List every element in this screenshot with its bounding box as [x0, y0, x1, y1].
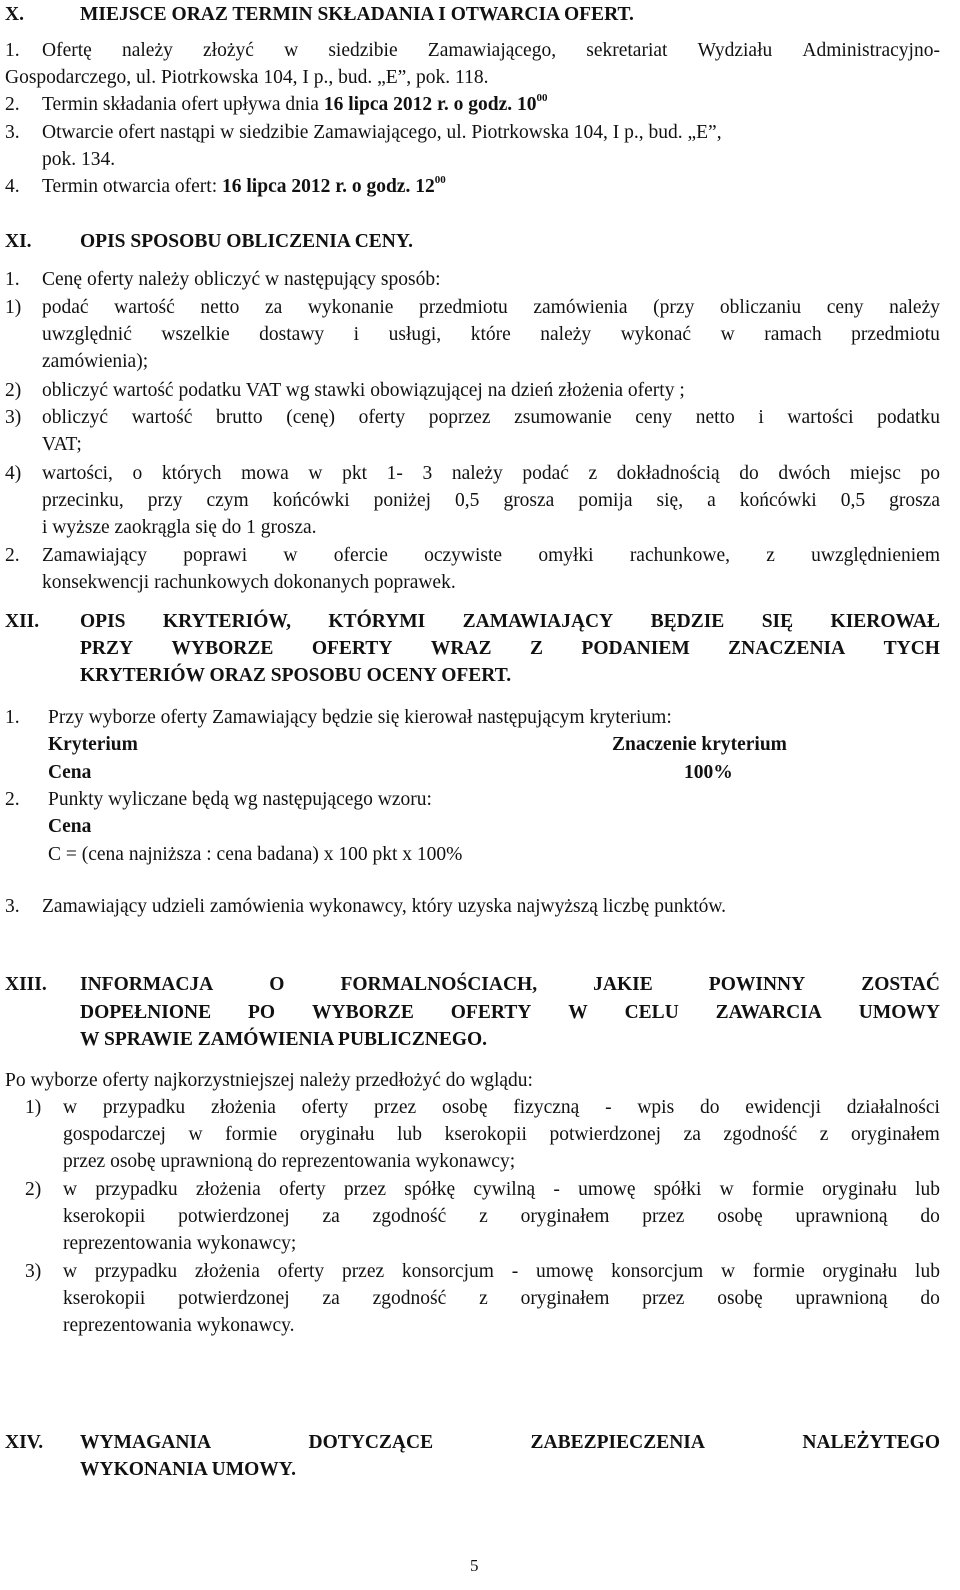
criteria-header-weight: Znaczenie kryterium: [612, 734, 787, 755]
section-xiii-title: DOPEŁNIONE PO WYBORZE OFERTY W CELU ZAWARCIA UMOWY: [80, 1002, 940, 1023]
paragraph-line: podać wartość netto za wykonanie przedmiotu zamówienia (przy obliczaniu ceny należy: [42, 297, 940, 318]
list-number: 2.: [5, 94, 20, 115]
paragraph-line: przez osobę uprawnioną do reprezentowania wykonawcy;: [63, 1151, 516, 1172]
paragraph-line: konsekwencji rachunkowych dokonanych poprawek.: [42, 572, 456, 593]
section-xii-title: OPIS KRYTERIÓW, KTÓRYMI ZAMAWIAJĄCY BĘDZIE SIĘ KIEROWAŁ: [80, 611, 940, 632]
paragraph-line: obliczyć wartość brutto (cenę) oferty poprzez zsumowanie ceny netto i wartości podatku: [42, 407, 940, 428]
paragraph-line: gospodarczej w formie oryginału lub kserokopii potwierdzonej za zgodność z oryginałem: [63, 1124, 940, 1145]
paragraph-line: w przypadku złożenia oferty przez spółkę cywilną - umowę spółki w formie oryginału lub: [63, 1179, 940, 1200]
paragraph-line: Zamawiający poprawi w ofercie oczywiste omyłki rachunkowe, z uwzględnieniem: [42, 545, 940, 566]
list-number: 1): [25, 1097, 42, 1118]
paragraph-line: wartości, o których mowa w pkt 1- 3 należy podać z dokładnością do dwóch miejsc po: [42, 463, 940, 484]
paragraph-line: Zamawiający udzieli zamówienia wykonawcy, który uzyska najwyższą liczbę punktów.: [42, 896, 727, 917]
list-number: 4): [5, 463, 22, 484]
list-number: 1.: [5, 707, 20, 728]
page-number: 5: [470, 1556, 479, 1575]
list-number: 3): [5, 407, 22, 428]
section-xiv-title: WYKONANIA UMOWY.: [80, 1459, 296, 1480]
formula-label: Cena: [48, 816, 92, 837]
paragraph-line: Gospodarczego, ul. Piotrkowska 104, I p., bud. „E”, pok. 118.: [5, 67, 489, 88]
paragraph-line: VAT;: [42, 434, 82, 455]
criteria-weight: 100%: [684, 762, 733, 783]
section-xiii-title: W SPRAWIE ZAMÓWIENIA PUBLICZNEGO.: [80, 1029, 488, 1050]
list-number: 2.: [5, 545, 20, 566]
paragraph-line: Przy wyborze oferty Zamawiający będzie się kierował następującym kryterium:: [48, 707, 672, 728]
paragraph-line: kserokopii potwierdzonej za zgodność z oryginałem przez osobę uprawnioną do: [63, 1206, 940, 1227]
section-xiii-title: INFORMACJA O FORMALNOŚCIACH, JAKIE POWINNY ZOSTAĆ: [80, 974, 940, 995]
section-xi-number: XI.: [5, 231, 32, 252]
criteria-header-name: Kryterium: [48, 734, 138, 755]
section-xii-number: XII.: [5, 611, 40, 632]
section-xiv-title: WYMAGANIA DOTYCZĄCE ZABEZPIECZENIA NALEŻYTEGO: [80, 1432, 940, 1453]
list-number: 3): [25, 1261, 42, 1282]
list-number: 3.: [5, 122, 20, 143]
section-xi-title: OPIS SPOSOBU OBLICZENIA CENY.: [80, 231, 414, 252]
paragraph-line: w przypadku złożenia oferty przez konsorcjum - umowę konsorcjum w formie oryginału lub: [63, 1261, 940, 1282]
list-number: 2): [25, 1179, 42, 1200]
section-x-number: X.: [5, 4, 24, 25]
formula: C = (cena najniższa : cena badana) x 100 pkt x 100%: [48, 844, 463, 865]
list-number: 4.: [5, 176, 20, 197]
paragraph-line: w przypadku złożenia oferty przez osobę fizyczną - wpis do ewidencji działalności: [63, 1097, 940, 1118]
paragraph-line: obliczyć wartość podatku VAT wg stawki obowiązującej na dzień złożenia oferty ;: [42, 380, 685, 401]
section-xiv-number: XIV.: [5, 1432, 44, 1453]
paragraph-line: Termin składania ofert upływa dnia 16 lipca 2012 r. o godz. $10^{00}$: [42, 92, 548, 115]
list-number: 2.: [5, 789, 20, 810]
paragraph-line: Cenę oferty należy obliczyć w następujący sposób:: [42, 269, 441, 290]
paragraph-line: Otwarcie ofert nastąpi w siedzibie Zamawiającego, ul. Piotrkowska 104, I p., bud. „E”,: [42, 122, 722, 143]
section-xiii-number: XIII.: [5, 974, 47, 995]
paragraph-line: pok. 134.: [42, 149, 116, 170]
section-xii-title: PRZY WYBORZE OFERTY WRAZ Z PODANIEM ZNACZENIA TYCH: [80, 638, 940, 659]
paragraph-line: Ofertę należy złożyć w siedzibie Zamawiającego, sekretariat Wydziału Administracyjno-: [42, 40, 940, 61]
paragraph-line: reprezentowania wykonawcy.: [63, 1315, 295, 1336]
paragraph-line: Termin otwarcia ofert: 16 lipca 2012 r. o godz. $12^{00}$: [42, 174, 446, 197]
paragraph-line: kserokopii potwierdzonej za zgodność z oryginałem przez osobę uprawnioną do: [63, 1288, 940, 1309]
section-xii-title: KRYTERIÓW ORAZ SPOSOBU OCENY OFERT.: [80, 665, 512, 686]
list-number: 1.: [5, 40, 20, 61]
list-number: 2): [5, 380, 22, 401]
paragraph-line: zamówienia);: [42, 351, 149, 372]
section-x-title: MIEJSCE ORAZ TERMIN SKŁADANIA I OTWARCIA OFERT.: [80, 4, 634, 25]
paragraph-line: Po wyborze oferty najkorzystniejszej należy przedłożyć do wglądu:: [5, 1070, 533, 1091]
paragraph-line: reprezentowania wykonawcy;: [63, 1233, 297, 1254]
list-number: 1.: [5, 269, 20, 290]
paragraph-line: przecinku, przy czym końcówki poniżej 0,5 grosza pomija się, a końcówki 0,5 grosza: [42, 490, 940, 511]
paragraph-line: i wyższe zaokrągla się do 1 grosza.: [42, 517, 317, 538]
paragraph-line: Punkty wyliczane będą wg następującego wzoru:: [48, 789, 432, 810]
list-number: 3.: [5, 896, 20, 917]
paragraph-line: uwzględnić wszelkie dostawy i usługi, które należy wykonać w ramach przedmiotu: [42, 324, 940, 345]
criteria-name: Cena: [48, 762, 92, 783]
list-number: 1): [5, 297, 22, 318]
